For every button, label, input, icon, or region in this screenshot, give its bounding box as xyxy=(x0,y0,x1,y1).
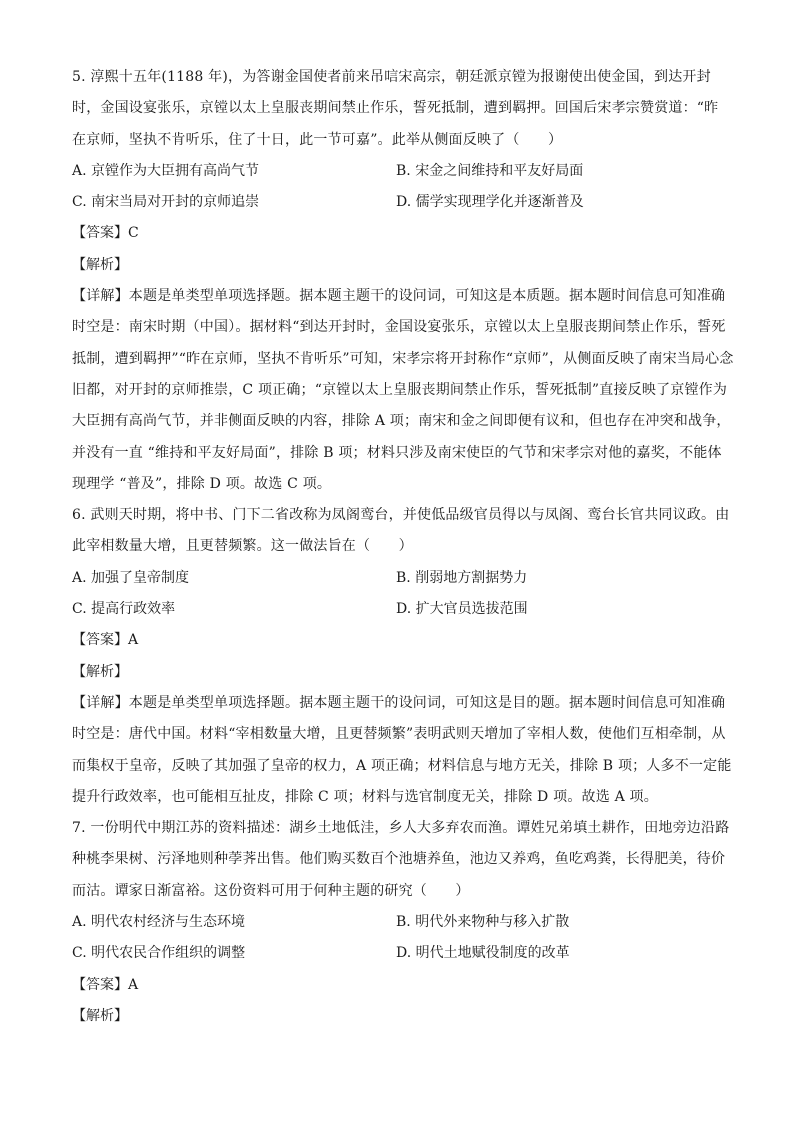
detail-line: 现理学 “普及”，排除 D 项。故选 C 项。 xyxy=(72,475,332,492)
option-b: B. 明代外来物种与移入扩散 xyxy=(396,914,570,931)
analysis-label: 【解析】 xyxy=(72,256,128,273)
options-row xyxy=(72,563,732,594)
question-stem-line: 5. 淳熙十五年(1188 年)，为答谢金国使者前来吊唁宋高宗，朝廷派京镗为报谢使出使金国，到达开封 xyxy=(72,69,711,85)
detail-line: 而集权于皇帝，反映了其加强了皇帝的权力，A 项正确；材料信息与地方无关，排除 B 项；人多不一定能 xyxy=(72,757,732,774)
detail-line: 【详解】本题是单类型单项选择题。据本题主题干的设问词，可知这是本质题。据本题时间信息可知准确 xyxy=(72,288,726,305)
question-stem-line: 种桃李果树、污泽地则种荸荠出售。他们购买数百个池塘养鱼，池边又养鸡，鱼吃鸡粪，长得肥美，待价 xyxy=(72,851,726,868)
detail-line: 大臣拥有高尚气节，并非侧面反映的内容，排除 A 项；南宋和金之间即便有议和，但也存在冲突和战争， xyxy=(72,413,731,430)
option-a: A. 明代农村经济与生态环境 xyxy=(72,914,246,931)
detail-line: 旧都，对开封的京师推崇，C 项正确；“京镗以太上皇服丧期间禁止作乐，誓死抵制”直接反映了京镗作为 xyxy=(72,381,728,398)
detail-line: 抵制，遭到羁押”“昨在京师，坚执不肯听乐”可知，宋孝宗将开封称作“京师”，从侧面反映了南宋当局心念 xyxy=(72,350,734,367)
question-stem-line: 6. 武则天时期，将中书、门下二省改称为凤阁鸾台，并使低品级官员得以与凤阁、鸾台长官共同议政。由 xyxy=(72,507,730,524)
options-row xyxy=(72,187,732,218)
question-stem-line: 7. 一份明代中期江苏的资料描述：湖乡土地低洼，乡人大多弃农而渔。谭姓兄弟填土耕作，田地旁边沿路 xyxy=(72,820,730,837)
option-c: C. 南宋当局对开封的京师追崇 xyxy=(72,194,260,211)
question-stem-line: 在京师，坚执不肯听乐，住了十日，此一节可嘉”。此举从侧面反映了（ ） xyxy=(72,131,563,148)
option-a: A. 加强了皇帝制度 xyxy=(72,569,190,586)
question-stem-line: 时，金国设宴张乐，京镗以太上皇服丧期间禁止作乐，誓死抵制，遭到羁押。回国后宋孝宗赞赏道：“昨 xyxy=(72,100,719,117)
option-c: C. 提高行政效率 xyxy=(72,601,176,618)
options-row xyxy=(72,938,732,969)
question-stem-line: 此宰相数量大增，且更替频繁。这一做法旨在（ ） xyxy=(72,538,413,555)
detail-line: 时空是：唐代中国。材料“宰相数量大增，且更替频繁”表明武则天增加了宰相人数，使他们互相牵制，从 xyxy=(72,726,726,743)
answer-label: 【答案】A xyxy=(72,976,139,993)
option-b: B. 削弱地方割据势力 xyxy=(396,569,528,586)
detail-line: 【详解】本题是单类型单项选择题。据本题主题干的设问词，可知这是目的题。据本题时间信息可知准确 xyxy=(72,694,726,711)
question-6 xyxy=(72,500,732,813)
option-d: D. 明代土地赋役制度的改革 xyxy=(396,945,570,962)
analysis-label: 【解析】 xyxy=(72,663,128,680)
detail-line: 时空是：南宋时期（中国）。据材料“到达开封时，金国设宴张乐，京镗以太上皇服丧期间禁止作乐，誓死 xyxy=(72,319,726,336)
analysis-label: 【解析】 xyxy=(72,1007,128,1024)
question-stem-line: 而沽。谭家日渐富裕。这份资料可用于何种主题的研究（ ） xyxy=(72,882,470,899)
options-row xyxy=(72,156,732,187)
option-c: C. 明代农民合作组织的调整 xyxy=(72,945,246,962)
option-d: D. 儒学实现理学化并逐渐普及 xyxy=(396,194,584,211)
question-7 xyxy=(72,813,732,1032)
detail-line: 提升行政效率，也可能相互扯皮，排除 C 项；材料与选官制度无关，排除 D 项。故选 A 项。 xyxy=(72,788,658,805)
option-a: A. 京镗作为大臣拥有高尚气节 xyxy=(72,162,260,179)
answer-label: 【答案】C xyxy=(72,225,139,242)
options-row xyxy=(72,907,732,938)
option-b: B. 宋金之间维持和平友好局面 xyxy=(396,162,584,179)
option-d: D. 扩大官员选拔范围 xyxy=(396,601,528,618)
detail-line: 并没有一直 “维持和平友好局面”，排除 B 项；材料只涉及南宋使臣的气节和宋孝宗对他的嘉奖，不能体 xyxy=(72,444,722,461)
question-5 xyxy=(72,62,732,500)
exam-page xyxy=(72,62,732,1032)
answer-label: 【答案】A xyxy=(72,632,139,649)
options-row xyxy=(72,594,732,625)
